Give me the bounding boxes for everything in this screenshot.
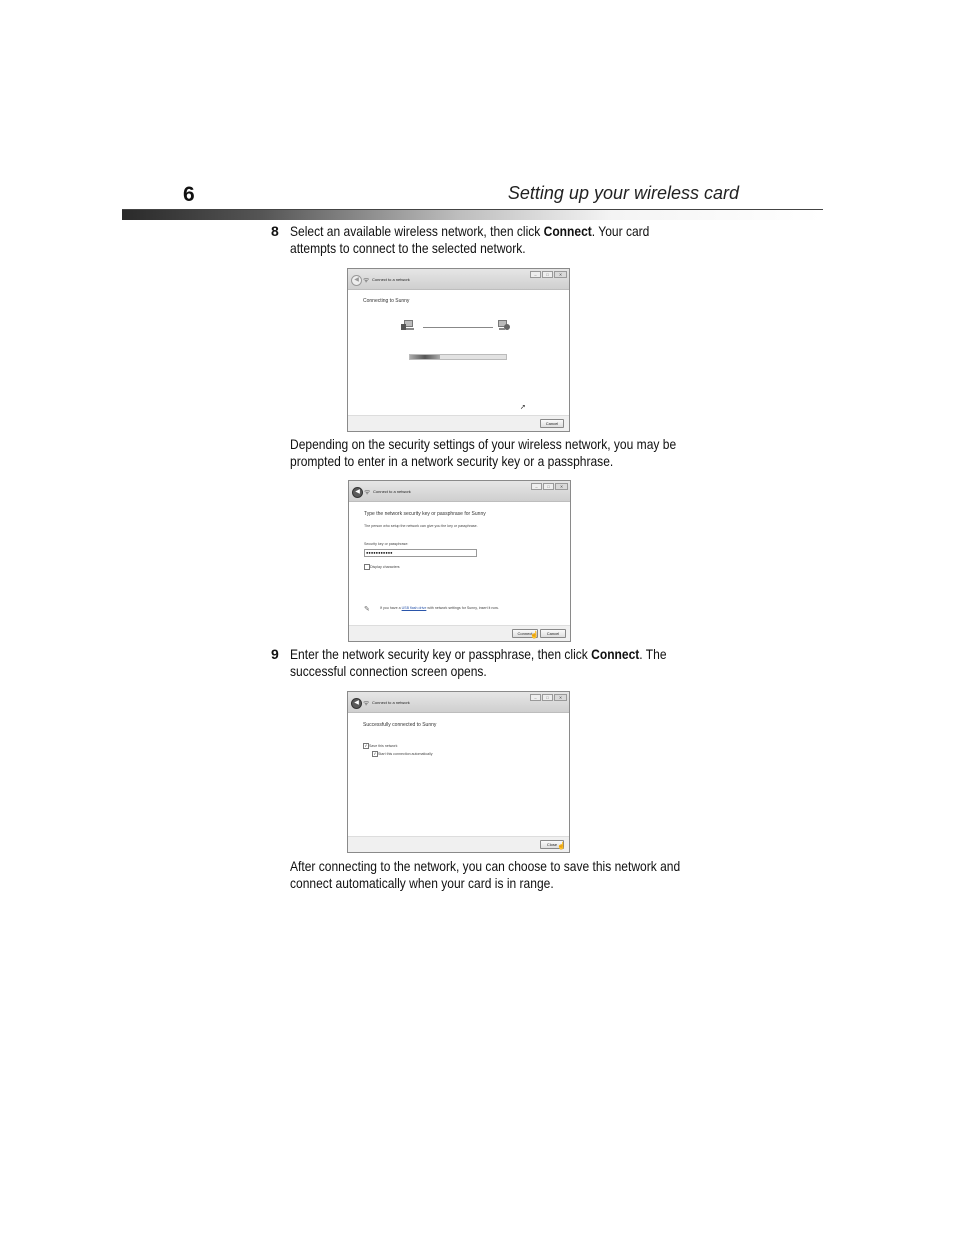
hand-cursor-icon: ☝ (557, 843, 566, 850)
close-icon[interactable]: ✕ (554, 694, 567, 701)
network-globe-icon (496, 320, 510, 330)
connecting-dialog-screenshot (347, 268, 570, 432)
security-key-label: Security key or passphrase: (364, 542, 409, 546)
back-arrow-icon[interactable]: ◀ (351, 698, 362, 709)
dialog-title: Connect to a network (372, 700, 410, 705)
dialog-footer (348, 836, 569, 852)
usb-text: If you have a USB flash drive with network settings for Sunny, insert it now. (380, 606, 499, 610)
maximize-icon[interactable]: □ (543, 483, 554, 490)
success-dialog-screenshot (347, 691, 570, 853)
dialog-titlebar (349, 481, 570, 502)
dialog-titlebar (348, 269, 569, 290)
hand-cursor-icon: ☝ (530, 632, 539, 639)
mouse-cursor-icon: ➚ (520, 404, 526, 411)
dialog-titlebar (348, 692, 569, 713)
step-8-text: Select an available wireless network, then click Connect. Your card attempts to connect to the selected network. (290, 223, 650, 256)
minimize-icon[interactable]: – (530, 271, 541, 278)
network-icon: ᯤ (363, 277, 370, 284)
step-9-text: Enter the network security key or passphrase, then click Connect. The successful connection screen opens. (290, 646, 667, 679)
header-gradient-bar (122, 210, 822, 220)
network-icon: ᯤ (363, 700, 370, 707)
save-network-checkbox[interactable]: ✓ (364, 743, 368, 748)
back-arrow-icon[interactable]: ◀ (352, 487, 363, 498)
page-number: 6 (183, 183, 195, 206)
auto-connect-checkbox[interactable]: ✓ (373, 751, 377, 756)
close-icon[interactable]: ✕ (555, 483, 568, 490)
window-controls (531, 483, 568, 490)
window-controls (530, 694, 567, 701)
usb-drive-icon: ✎ (364, 606, 370, 613)
dialog-title: Connect to a network (373, 489, 411, 494)
dialog-subtext: The person who setup the network can give you the key or passphrase. (364, 524, 478, 528)
dialog-footer (349, 625, 570, 641)
save-network-label: Save this network (369, 744, 398, 748)
cancel-button[interactable]: Cancel (540, 629, 566, 638)
auto-connect-label: Start this connection automatically (378, 752, 433, 756)
maximize-icon[interactable]: □ (542, 271, 553, 278)
window-controls (530, 271, 567, 278)
connect-keyword: Connect (591, 646, 640, 662)
minimize-icon[interactable]: – (531, 483, 542, 490)
minimize-icon[interactable]: – (530, 694, 541, 701)
computer-icon (401, 320, 415, 330)
maximize-icon[interactable]: □ (542, 694, 553, 701)
connect-keyword: Connect (543, 223, 592, 239)
security-key-dialog-screenshot (348, 480, 571, 642)
security-paragraph: Depending on the security settings of your wireless network, you may be prompted to enter in a network security key or a passphrase. (290, 436, 677, 469)
usb-flash-drive-link[interactable]: USB flash drive (401, 606, 427, 610)
step-number-8: 8 (271, 223, 279, 239)
progress-bar-fill (410, 355, 440, 359)
dialog-footer (348, 415, 569, 431)
dialog-heading: Successfully connected to Sunny (363, 722, 437, 728)
close-button[interactable]: Close (540, 840, 564, 849)
step-number-9: 9 (271, 646, 279, 662)
connect-button[interactable]: Connect (512, 629, 538, 638)
cancel-button[interactable]: Cancel (540, 419, 564, 428)
running-title: Setting up your wireless card (507, 183, 739, 203)
dialog-title: Connect to a network (372, 277, 410, 282)
security-key-input[interactable]: ●●●●●●●●●●● (364, 549, 477, 557)
progress-bar (409, 354, 507, 360)
connection-line (423, 327, 493, 328)
dialog-heading: Connecting to Sunny (363, 298, 410, 304)
network-icon: ᯤ (364, 489, 371, 496)
after-connecting-paragraph: After connecting to the network, you can choose to save this network and connect automatically when your card is in range. (290, 858, 681, 891)
display-characters-label: Display characters (370, 565, 400, 569)
close-icon[interactable]: ✕ (554, 271, 567, 278)
back-arrow-icon[interactable]: ◀ (351, 275, 362, 286)
dialog-heading: Type the network security key or passphrase for Sunny (364, 511, 486, 517)
